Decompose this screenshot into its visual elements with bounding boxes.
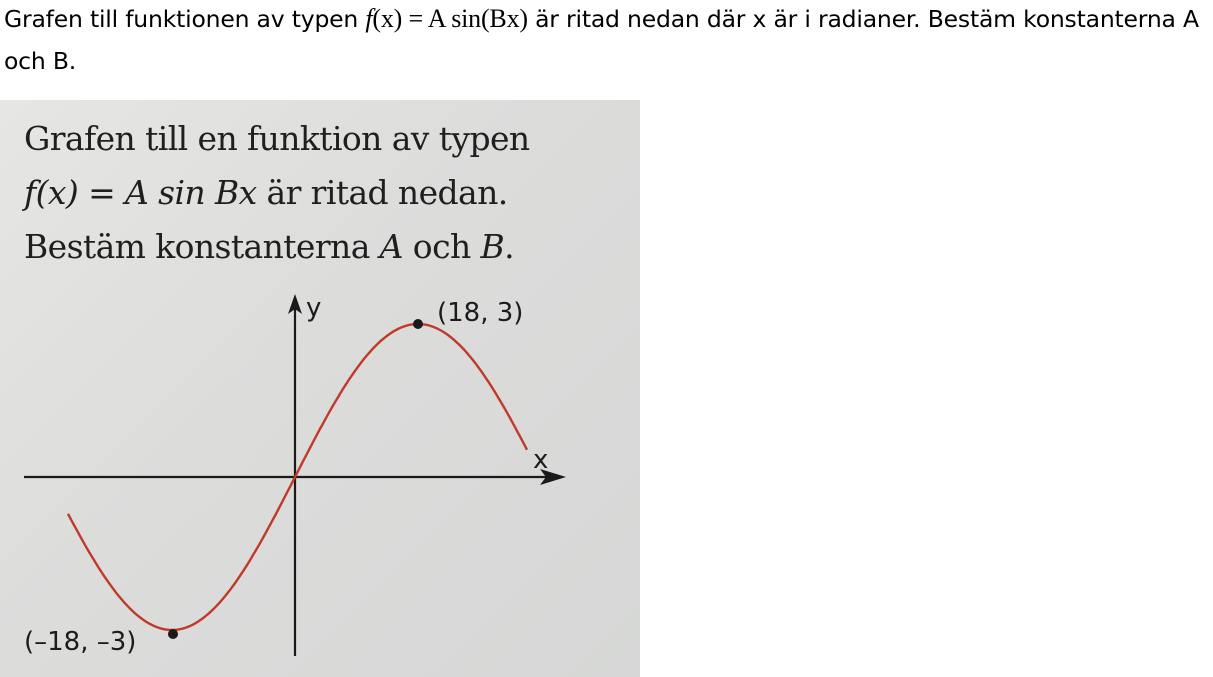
problem-line-1: Grafen till en funktion av typen bbox=[24, 119, 530, 158]
question-text bbox=[4, 0, 1209, 82]
min-point-label: (–18, –3) bbox=[24, 627, 137, 657]
y-axis-label: y bbox=[306, 293, 322, 323]
textbook-photo bbox=[0, 100, 640, 677]
question-formula: f(x) = A sin(Bx) bbox=[365, 4, 528, 33]
x-axis-label: x bbox=[533, 445, 549, 475]
problem-line-2: f(x) = A sin Bx är ritad nedan. bbox=[24, 173, 508, 212]
sine-graph bbox=[0, 100, 640, 677]
problem-line-3: Bestäm konstanterna A och B. bbox=[24, 227, 515, 266]
question-part1: Grafen till funktionen av typen bbox=[4, 5, 366, 33]
question-part2: är ritad nedan där x är i radianer. Bestäm konstanterna A och B. bbox=[4, 5, 1199, 75]
min-point bbox=[168, 629, 178, 639]
max-point-label: (18, 3) bbox=[437, 298, 524, 328]
max-point bbox=[413, 319, 423, 329]
